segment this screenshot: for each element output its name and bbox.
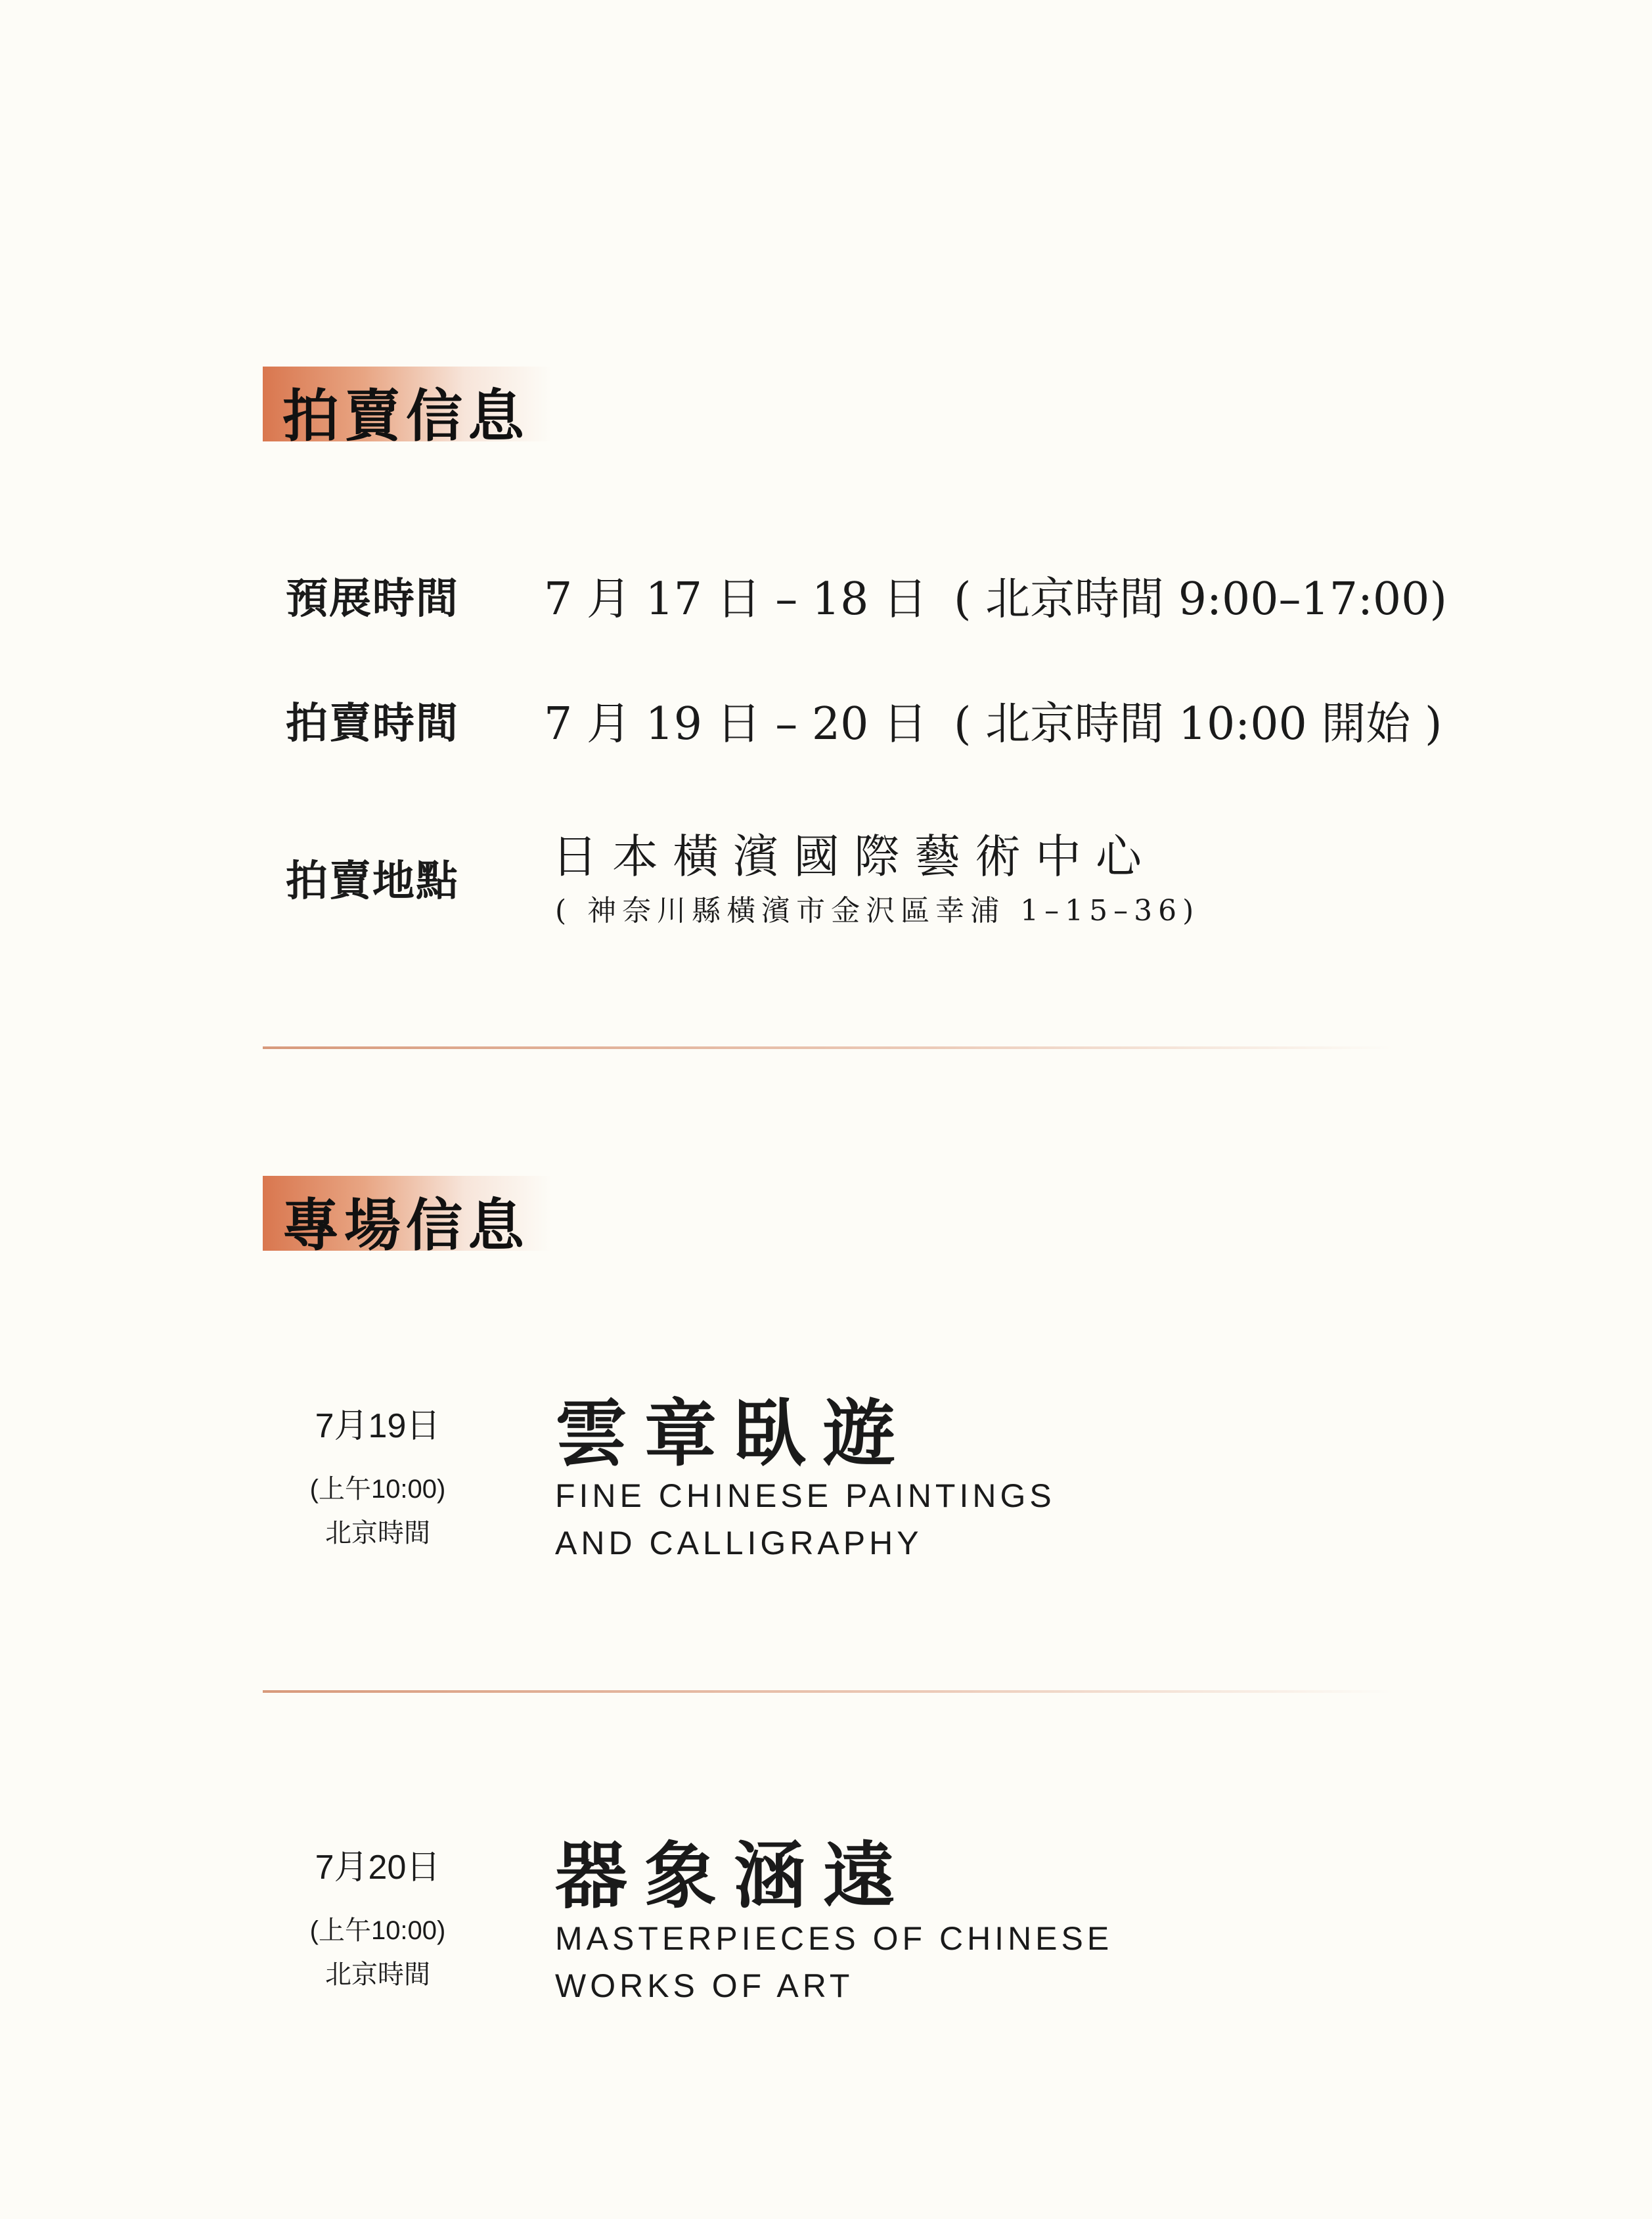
- session-1-english-line-1: FINE CHINESE PAINTINGS: [555, 1477, 1056, 1514]
- preview-time-value: [544, 564, 1447, 627]
- auction-dates: 7 月 19 日 – 20 日: [544, 698, 928, 750]
- session-info-heading: [263, 1176, 552, 1259]
- session-2-date: 7月20日: [315, 1849, 441, 1887]
- auction-hours: ( 北京時間 10:00 開始 ): [954, 698, 1442, 750]
- session-2-english-line-2: WORKS OF ART: [555, 1967, 854, 2004]
- divider-1: [263, 1046, 1393, 1049]
- session-2-title: 器象涵遠: [555, 1836, 912, 1917]
- session-2-english-line-1: MASTERPIECES OF CHINESE: [555, 1920, 1113, 1957]
- preview-hours: ( 北京時間 9:00–17:00): [954, 573, 1447, 625]
- auction-info-heading: [263, 367, 552, 449]
- venue-name: 日本橫濱國際藝術中心: [552, 830, 1156, 884]
- session-info-heading-text: 專場信息: [282, 1192, 529, 1259]
- venue-label: 拍賣地點: [286, 857, 459, 906]
- preview-time-label: 預展時間: [286, 574, 459, 623]
- divider-2: [263, 1690, 1393, 1693]
- venue-address: ( 神奈川縣橫濱市金沢區幸浦 1–15–36): [555, 894, 1200, 928]
- session-1-title: 雲章臥遊: [555, 1394, 912, 1475]
- session-1-timezone: 北京時間: [325, 1519, 430, 1548]
- session-1-date: 7月19日: [315, 1407, 441, 1445]
- session-2-time: (上午10:00): [309, 1916, 446, 1945]
- auction-time-label: 拍賣時間: [286, 699, 459, 748]
- auction-info-heading-text: 拍賣信息: [282, 383, 529, 449]
- auction-time-value: [544, 688, 1442, 752]
- session-1-time: (上午10:00): [309, 1475, 446, 1504]
- session-2-timezone: 北京時間: [325, 1960, 430, 1989]
- session-1-english-line-2: AND CALLIGRAPHY: [555, 1525, 923, 1561]
- preview-dates: 7 月 17 日 – 18 日: [544, 573, 928, 625]
